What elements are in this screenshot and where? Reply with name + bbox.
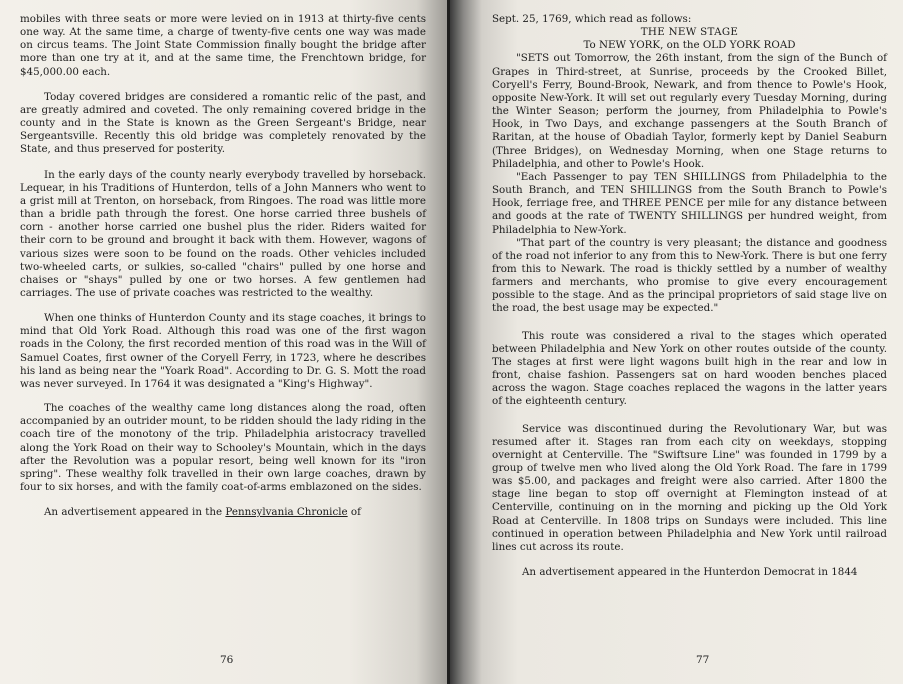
left-paragraph-1: mobiles with three seats or more were levied on in 1913 at thirty-five cents one way. At the same time, a charge of twenty-five cents one way was made on circus teams. The Joint State Commission finally bought the bridge after more than one try at it, and at the same time, the Frenchtown bridge, for $45,000.00 each. (20, 13, 426, 78)
left-paragraph-5: The coaches of the wealthy came long distances along the road, often accompanied by an outrider mount, to be ridden should the lady riding in the coach tire of the monotony of the trip. Philadelphia aristocracy travelled along the York Road on their way to Schooley's Mountain, which in the days after the Revolution was a popular resort, being well known for its "iron spring". These wealthy folk travelled in their own large coaches, drawn by four to six horses, and with the family coat-of-arms emblazoned on the sides. (20, 402, 426, 493)
page-number-right: 77 (696, 654, 710, 666)
right-paragraph-1: This route was considered a rival to the stages which operated between Philadelphia and New York on other routes outside of the county. The stages at first were light wagons built high in the rear and low in front, chaise fashion. Passengers sat on hard wooden benches placed across the wagon. Stage coaches replaced the wagons in the latter years of the eighteenth century. (492, 329, 887, 408)
right-paragraph-2: Service was discontinued during the Revolutionary War, but was resumed after it. Stages ran from each city on weekdays, stopping overnight at Centerville. The "Swiftsure Line" was founded in 1799 by a group of twelve men who lived along the Old York Road. The fare in 1799 was $5.00, and packages and freight were also carried. After 1800 the stage line began to stop off overnight at Flemington instead of at Centerville, continuing on in the morning and picking up the Old York Road at Centerville. In 1808 trips on Sundays were included. This line continued in operation between Philadelphia and New York until railroad lines cut across its route. (492, 422, 887, 553)
left-page (0, 0, 448, 684)
left-paragraph-2: Today covered bridges are considered a romantic relic of the past, and are greatly admired and coveted. The only remaining covered bridge in the county and in the State is known as the Green Sergeant's Bridge, near Sergeantsville. Recently this old bridge was completely renovated by the State, and thus preserved for posterity. (20, 90, 426, 156)
page-number-left: 76 (220, 654, 234, 666)
ad-paragraph-3: "That part of the country is very pleasant; the distance and goodness of the road not inferior to any from this to New-York. There is but one ferry from this to Newark. The road is thickly settled by a number of wealthy farmers and merchants, who promise to give every encouragement possible to the stage. And as the principal proprietors of said stage live on the road, the best usage may be expected." (492, 236, 887, 315)
ad-paragraph-2: "Each Passenger to pay TEN SHILLINGS from Philadelphia to the South Branch, and TEN SHILLINGS from the South Branch to Powle's Hook, ferriage free, and THREE PENCE per mile for any distance between and goods at the rate of TWENTY SHILLINGS per hundred weight, from Philadelphia to New-York. (492, 170, 887, 236)
ad-heading-1: THE NEW STAGE (640, 26, 739, 39)
newspaper-title: Pennsylvania Chronicle (225, 506, 348, 519)
left-paragraph-4: When one thinks of Hunterdon County and its stage coaches, it brings to mind that Old York Road. Although this road was one of the first wagon roads in the Colony, the first recorded mention of this road was in the Will of Samuel Coates, first owner of the Coryell Ferry, in 1723, where he describes his land as being near the "Yoark Road". According to Dr. G. S. Mott the road was never surveyed. In 1764 it was designated a "King's Highway". (20, 312, 426, 390)
closing-prefix: An advertisement appeared in the (44, 506, 226, 519)
left-paragraph-3: In the early days of the county nearly everybody travelled by horseback. Lequear, in his Traditions of Hunterdon, tells of a John Manners who went to a grist mill at Trenton, on horseback, from Ringoes. The road was little more than a bridle path through the forest. One horse carried three bushels of corn - another horse carried one bushel plus the rider. Riders waited for their corn to be ground and brought it back with them. However, wagons of various sizes were soon to be found on the roads. Other vehicles included two-wheeled carts, or sulkies, so-called "chairs" pulled by one horse and chaises or "shays" pulled by one or two horses. A few gentlemen had carriages. The use of private coaches was restricted to the wealthy. (20, 168, 426, 299)
ad-heading-2: To NEW YORK, on the OLD YORK ROAD (583, 39, 796, 52)
right-page (450, 0, 903, 684)
closing-suffix: of (347, 506, 361, 519)
left-closing-line (20, 506, 426, 519)
right-paragraph-3: An advertisement appeared in the Hunterdon Democrat in 1844 (522, 566, 858, 579)
ad-paragraph-1: "SETS out Tomorrow, the 26th instant, from the sign of the Bunch of Grapes in Third-street, at Sunrise, proceeds by the Crooked Billet, Coryell's Ferry, Bound-Brook, Newark, and from thence to Powle's Hook, opposite New-York. It will set out regularly every Tuesday Morning, during the Winter Season; perform the journey, from Philadelphia to Powle's Hook, in Two Days, and exchange passengers at the South Branch of Raritan, at the house of Obadiah Taylor, formerly kept by Daniel Seaburn (Three Bridges), on Wednesday Morning, when one Stage returns to Philadelphia, and other to Powle's Hook. (492, 52, 887, 170)
right-opening-line: Sept. 25, 1769, which read as follows: (492, 13, 692, 25)
